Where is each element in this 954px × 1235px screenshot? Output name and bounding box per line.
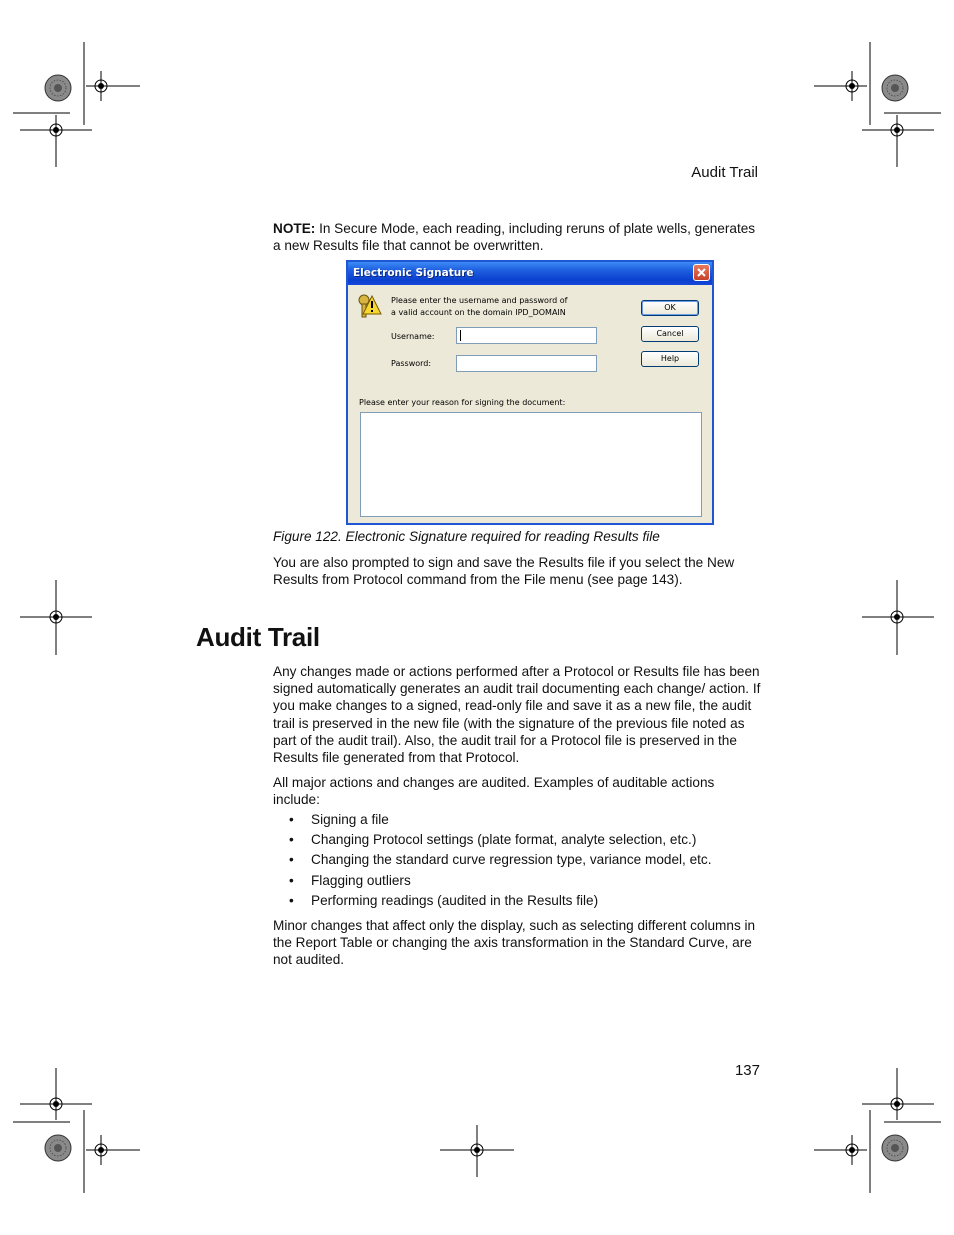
page-number: 137 bbox=[734, 1062, 760, 1079]
list-item bbox=[289, 892, 759, 912]
list-item bbox=[289, 872, 759, 892]
password-field[interactable] bbox=[456, 355, 597, 372]
minor-changes-paragraph: Minor changes that affect only the display, such as selecting different columns in the Report Table or changing the axis transformation in the Standard Curve, are not audited. bbox=[273, 918, 756, 968]
ok-button[interactable]: OK bbox=[641, 300, 699, 316]
list-item bbox=[289, 831, 759, 851]
section-heading: Audit Trail bbox=[196, 622, 320, 652]
dialog-title: Electronic Signature bbox=[353, 267, 474, 279]
list-item bbox=[289, 851, 759, 871]
note-label: NOTE: bbox=[273, 221, 316, 236]
dialog-message-line2: a valid account on the domain IPD_DOMAIN bbox=[391, 308, 566, 317]
list-item-text: Signing a file bbox=[311, 812, 389, 827]
auditable-actions-list bbox=[289, 811, 759, 912]
cancel-button[interactable]: Cancel bbox=[641, 326, 699, 342]
figure-caption: Figure 122. Electronic Signature required for reading Results file bbox=[273, 529, 660, 544]
running-header: Audit Trail bbox=[691, 164, 758, 181]
electronic-signature-dialog bbox=[346, 260, 714, 525]
reason-textarea[interactable] bbox=[360, 412, 702, 517]
list-item-text: Flagging outliers bbox=[311, 872, 411, 888]
audit-trail-paragraph: Any changes made or actions performed after a Protocol or Results file has been signed automatically generates an audit trail documenting each change/ action. If you make changes to a signed, read-only file and save it as a new file, the audit trail is preserved in the new file (with the signature of the previous file noted as part of the audit trail). Also, the audit trail for a Protocol file is preserved in the Results file generated from that Protocol. bbox=[273, 664, 761, 766]
text-caret bbox=[460, 330, 461, 341]
bullet-marker: • bbox=[289, 872, 294, 888]
bullet-marker: • bbox=[289, 812, 294, 827]
note-text: In Secure Mode, each reading, including reruns of plate wells, generates a new Results file that cannot be overwritten. bbox=[273, 221, 756, 254]
warning-keys-icon bbox=[356, 292, 382, 320]
list-item-text: Performing readings (audited in the Results file) bbox=[311, 892, 599, 908]
note-paragraph bbox=[273, 220, 763, 254]
list-item-text: Changing Protocol settings (plate format, analyte selection, etc.) bbox=[311, 832, 697, 848]
list-item-text: Changing the standard curve regression type, variance model, etc. bbox=[311, 852, 712, 868]
prompt-paragraph: You are also prompted to sign and save the Results file if you select the New Results from Protocol command from the File menu (see page 143). bbox=[273, 555, 735, 588]
dialog-message-line1: Please enter the username and password of bbox=[391, 296, 568, 305]
password-label: Password: bbox=[391, 359, 432, 368]
close-icon bbox=[697, 268, 706, 277]
username-label: Username: bbox=[391, 332, 435, 341]
dialog-titlebar[interactable] bbox=[348, 262, 712, 285]
help-button[interactable]: Help bbox=[641, 351, 699, 367]
close-button[interactable] bbox=[693, 264, 710, 281]
auditable-actions-intro: All major actions and changes are audited. Examples of auditable actions include: bbox=[273, 775, 715, 808]
list-item bbox=[289, 811, 759, 831]
reason-label: Please enter your reason for signing the document: bbox=[359, 398, 566, 407]
username-field[interactable] bbox=[456, 327, 597, 344]
bullet-marker: • bbox=[289, 852, 294, 868]
bullet-marker: • bbox=[289, 892, 294, 908]
bullet-marker: • bbox=[289, 832, 294, 848]
